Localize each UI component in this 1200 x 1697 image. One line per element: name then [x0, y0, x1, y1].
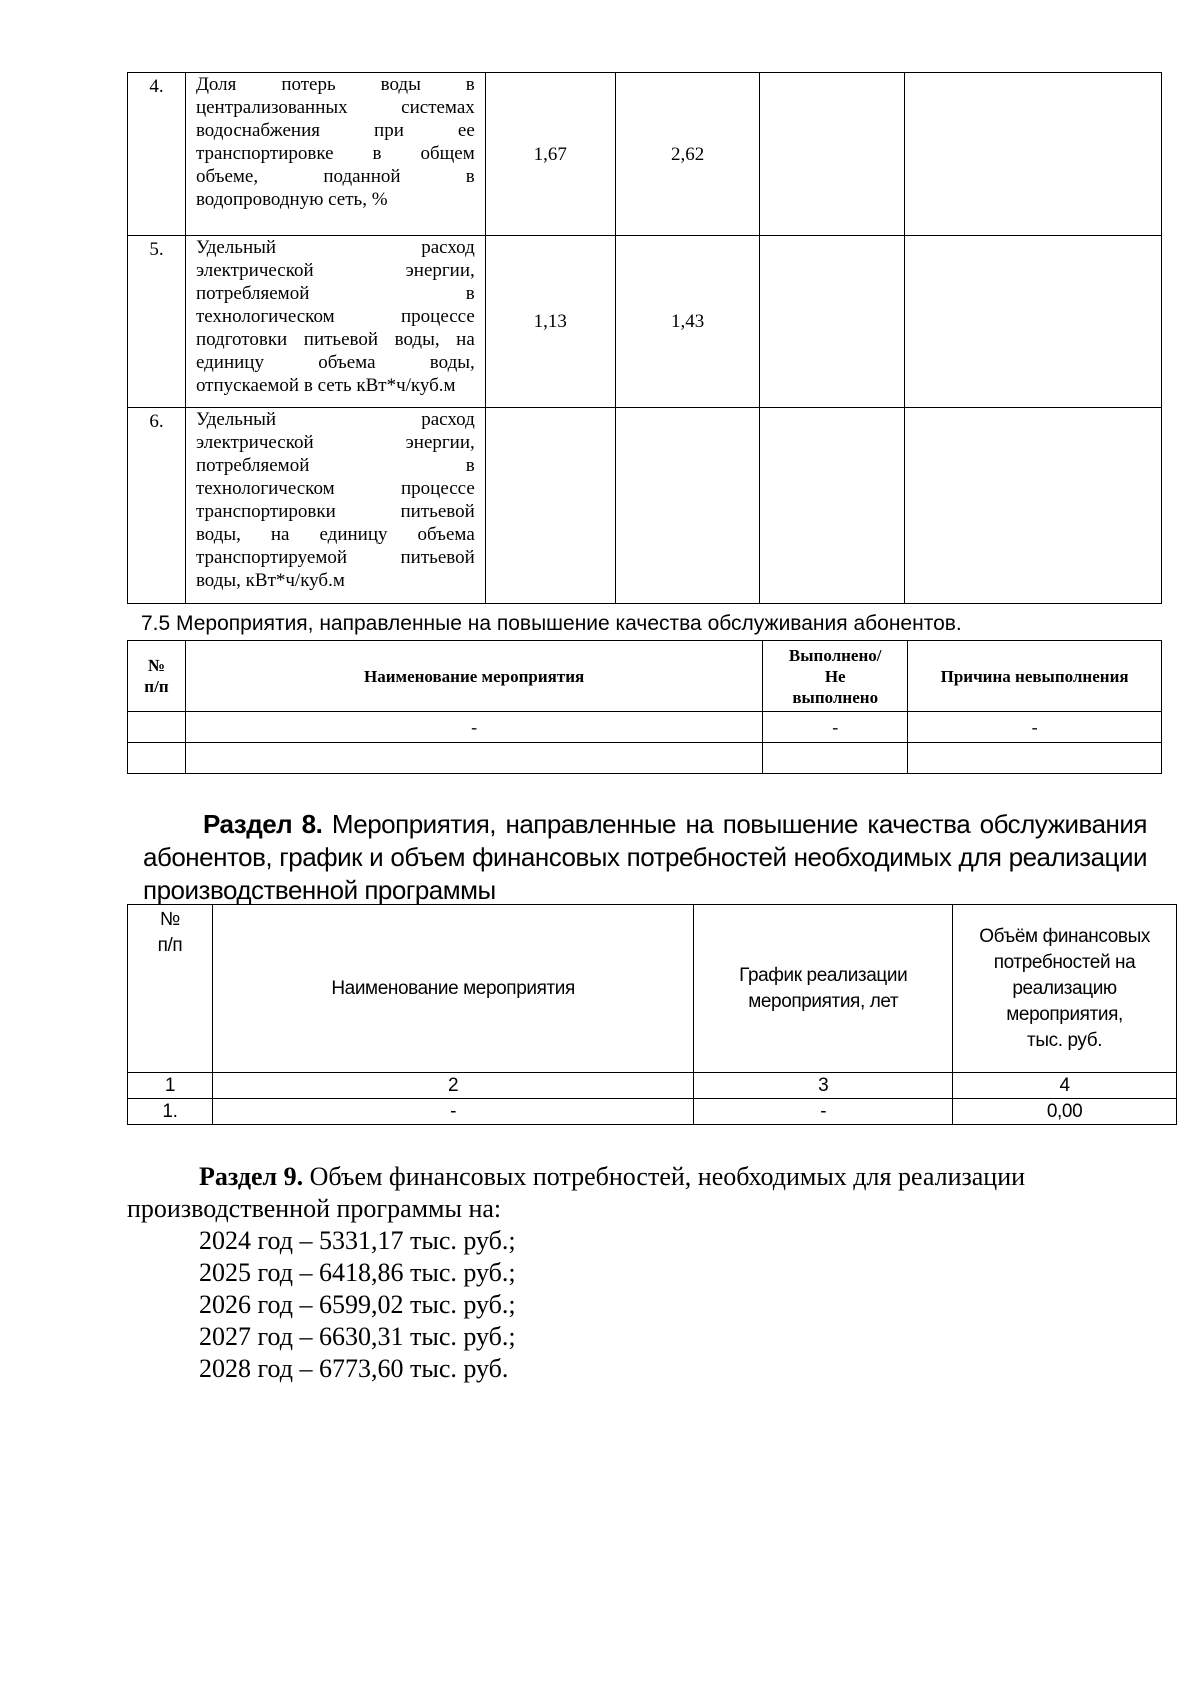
indicator-name-line: потребляемой в	[195, 455, 475, 476]
indicator-name-line: подготовки питьевой воды, на	[195, 329, 475, 350]
indicator-name-line: Удельный расход	[195, 237, 475, 258]
value-cell: 1,43	[615, 236, 760, 408]
header-done: Выполнено/ Не выполнено	[763, 641, 908, 712]
indicator-name-line: централизованных системах	[195, 97, 475, 118]
indicators-table	[127, 72, 1162, 604]
table-row	[128, 408, 1162, 604]
indicator-name	[185, 73, 485, 236]
row-number: 4.	[128, 73, 186, 236]
indicator-name	[185, 408, 485, 604]
value-cell: 1,13	[485, 236, 615, 408]
indicator-name-line: воды, кВт*ч/куб.м	[195, 570, 345, 591]
service-quality-table	[127, 640, 1162, 774]
indicator-name-line: Удельный расход	[195, 409, 475, 430]
indicator-name-line: единицу объема воды,	[195, 352, 475, 373]
yearly-needs-list	[127, 1225, 1167, 1385]
value-cell: 2,62	[615, 73, 760, 236]
table-row: - - -	[128, 712, 1162, 743]
header-name: Наименование мероприятия	[212, 905, 693, 1073]
value-cell	[615, 408, 760, 604]
value-cell	[760, 408, 905, 604]
section-8-heading: Раздел 8. Мероприятия, направленные на повышение качества обслуживания абонентов, график и объем финансовых потребностей необходимых для реализации производственной программы	[143, 809, 1147, 905]
section-7-5-caption: 7.5 Мероприятия, направленные на повышение качества обслуживания абонентов.	[141, 612, 962, 635]
index-row: 1 2 3 4	[128, 1073, 1177, 1099]
header-reason: Причина невыполнения	[908, 641, 1162, 712]
header-volume: Объём финансовых потребностей на реализацию мероприятия, тыс. руб.	[953, 905, 1177, 1073]
value-cell: 1,67	[485, 73, 615, 236]
value-cell	[905, 408, 1162, 604]
indicator-name-line: электрической энергии,	[195, 260, 475, 281]
indicator-name-line: водопроводную сеть, %	[195, 189, 388, 210]
header-num: № п/п	[128, 641, 186, 712]
header-name: Наименование мероприятия	[185, 641, 762, 712]
table-row	[128, 743, 1162, 774]
list-item: 2028 год – 6773,60 тыс. руб.	[199, 1354, 509, 1383]
indicator-name-line: водоснабжения при ее	[195, 120, 475, 141]
indicator-name-line: объеме, поданной в	[195, 166, 475, 187]
list-item: 2024 год – 5331,17 тыс. руб.;	[199, 1226, 516, 1255]
indicator-name-line: потребляемой в	[195, 283, 475, 304]
list-item: 2027 год – 6630,31 тыс. руб.;	[199, 1322, 516, 1351]
table-row	[128, 236, 1162, 408]
indicator-name-line: транспортировки питьевой	[195, 501, 475, 522]
indicator-name-line: электрической энергии,	[195, 432, 475, 453]
header-schedule: График реализации мероприятия, лет	[694, 905, 953, 1073]
table-row	[128, 73, 1162, 236]
section-9: Раздел 9. Объем финансовых потребностей, необходимых для реализации производственной программы на: 2024 год – 5331,17 тыс. руб.; 2025 год – 6418,86 тыс. руб.; 2026 год – 6599,02 тыс. руб.; 2027 год – 6630,31 тыс. руб.; 2028 год – 6773,60 тыс. руб.	[127, 1161, 1167, 1385]
value-cell	[485, 408, 615, 604]
indicator-name-line: Доля потерь воды в	[195, 74, 475, 95]
indicator-name-line: технологическом процессе	[195, 478, 475, 499]
indicator-name-line: отпускаемой в сеть кВт*ч/куб.м	[195, 375, 456, 396]
indicator-name-line: технологическом процессе	[195, 306, 475, 327]
header-num: № п/п	[128, 905, 213, 1073]
financial-needs-table	[127, 904, 1177, 1125]
indicator-name-line: воды, на единицу объема	[195, 524, 475, 545]
row-number: 6.	[128, 408, 186, 604]
row-number: 5.	[128, 236, 186, 408]
list-item: 2026 год – 6599,02 тыс. руб.;	[199, 1290, 516, 1319]
indicator-name-line: транспортируемой питьевой	[195, 547, 475, 568]
indicator-name	[185, 236, 485, 408]
value-cell	[760, 236, 905, 408]
table-row: 1. - - 0,00	[128, 1099, 1177, 1125]
value-cell	[905, 236, 1162, 408]
indicator-name-line: транспортировке в общем	[195, 143, 475, 164]
list-item: 2025 год – 6418,86 тыс. руб.;	[199, 1258, 516, 1287]
value-cell	[905, 73, 1162, 236]
value-cell	[760, 73, 905, 236]
